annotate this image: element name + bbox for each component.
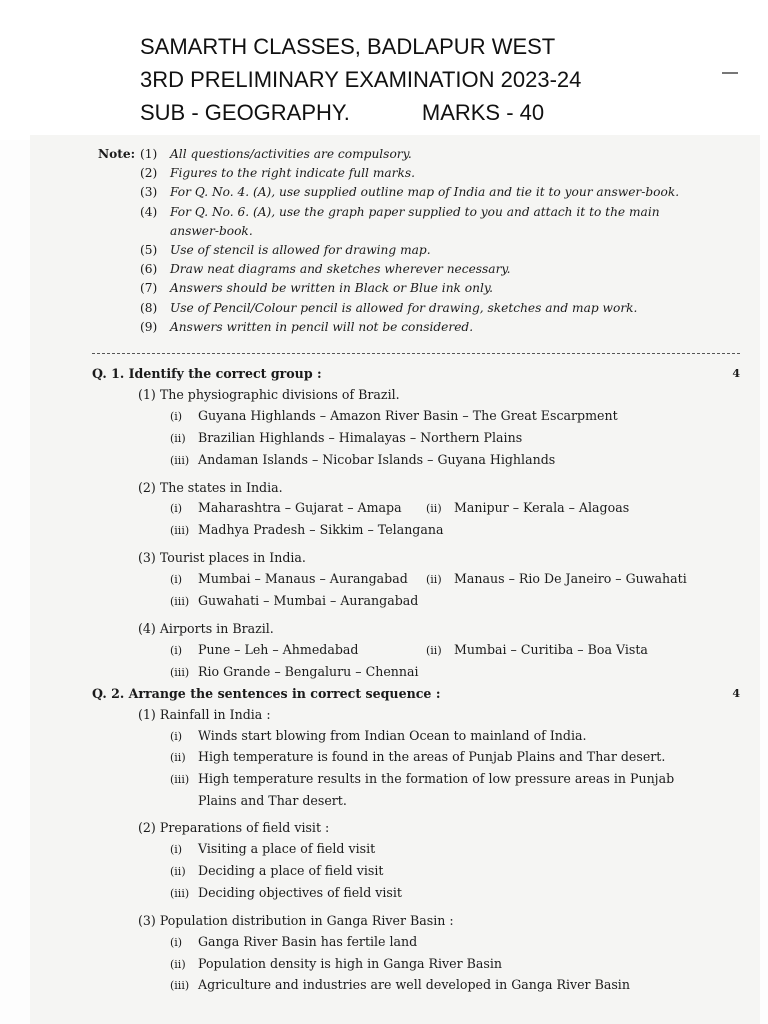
- option: (iii) High temperature results in the formation of low pressure areas in Punjab: [170, 771, 675, 787]
- note-item: (8) Use of Pencil/Colour pencil is allowed for drawing, sketches and map work.: [140, 300, 638, 315]
- notes-label: Note:: [98, 147, 136, 161]
- option: (ii) Deciding a place of field visit: [170, 862, 384, 878]
- note-item: (9) Answers written in pencil will not be considered.: [140, 319, 474, 334]
- exam-title: 3RD PRELIMINARY EXAMINATION 2023-24: [140, 67, 582, 92]
- option: (iii) Rio Grande – Bengaluru – Chennai: [170, 663, 419, 679]
- option: (i) Guyana Highlands – Amazon River Basin – The Great Escarpment: [170, 407, 618, 423]
- option-row: (i) Mumbai – Manaus – Aurangabad (ii) Manaus – Rio De Janeiro – Guwahati: [170, 571, 687, 587]
- notes-section: [98, 145, 748, 337]
- note-item: (5) Use of stencil is allowed for drawing map.: [140, 243, 431, 258]
- question-1-heading: Q. 1. Identify the correct group : 4: [92, 364, 742, 385]
- q2-part-3: (3) Population distribution in Ganga River Basin :: [138, 912, 454, 928]
- q1-part-1: (1) The physiographic divisions of Brazil.: [138, 386, 400, 402]
- note-item: (4) For Q. No. 6. (A), use the graph paper supplied to you and attach it to the main: [140, 204, 660, 219]
- note-item: (7) Answers should be written in Black or Blue ink only.: [140, 281, 494, 296]
- option-row: (i) Pune – Leh – Ahmedabad (ii) Mumbai – Curitiba – Boa Vista: [170, 641, 648, 657]
- option: (i) Ganga River Basin has fertile land: [170, 933, 418, 949]
- option: (i) Winds start blowing from Indian Ocean to mainland of India.: [170, 727, 587, 743]
- note-item: (2) Figures to the right indicate full marks.: [140, 166, 415, 181]
- option: (iii) Andaman Islands – Nicobar Islands – Guyana Highlands: [170, 451, 556, 467]
- option: (ii) Brazilian Highlands – Himalayas – Northern Plains: [170, 429, 523, 445]
- subject: SUB - GEOGRAPHY.: [140, 100, 350, 125]
- option: (iii) Agriculture and industries are well developed in Ganga River Basin: [170, 977, 630, 993]
- q2-part-1: (1) Rainfall in India :: [138, 706, 271, 722]
- note-item: (3) For Q. No. 4. (A), use supplied outline map of India and tie it to your answer-book.: [140, 185, 680, 200]
- note-item-continuation: answer-book.: [170, 223, 253, 238]
- subject-marks-row: [140, 96, 581, 129]
- q1-part-2: (2) The states in India.: [138, 479, 283, 495]
- option: (i) Visiting a place of field visit: [170, 841, 376, 857]
- option: (ii) Population density is high in Ganga River Basin: [170, 955, 503, 971]
- q1-part-4: (4) Airports in Brazil.: [138, 620, 274, 636]
- q2-part-2: (2) Preparations of field visit :: [138, 820, 330, 836]
- option: (iii) Guwahati – Mumbai – Aurangabad: [170, 593, 419, 609]
- q1-part-3: (3) Tourist places in India.: [138, 550, 306, 566]
- exam-header: [140, 30, 581, 129]
- total-marks: MARKS - 40: [421, 100, 545, 125]
- question-marks: 4: [732, 367, 740, 380]
- option: (iii) Madhya Pradesh – Sikkim – Telangana: [170, 522, 444, 538]
- note-item: (1) All questions/activities are compulsory.: [140, 147, 412, 161]
- option: (ii) High temperature is found in the areas of Punjab Plains and Thar desert.: [170, 749, 666, 765]
- institute-name: SAMARTH CLASSES, BADLAPUR WEST: [140, 34, 556, 59]
- questions: [92, 364, 742, 997]
- option-continuation: Plains and Thar desert.: [198, 793, 347, 809]
- section-divider: [92, 353, 740, 354]
- option-row: (i) Maharashtra – Gujarat – Amapa (ii) Manipur – Kerala – Alagoas: [170, 500, 630, 516]
- question-2-heading: Q. 2. Arrange the sentences in correct sequence : 4: [92, 684, 742, 705]
- question-marks: 4: [732, 686, 740, 700]
- note-item: (6) Draw neat diagrams and sketches wherever necessary.: [140, 262, 511, 277]
- dash-mark: [722, 72, 738, 74]
- option: (iii) Deciding objectives of field visit: [170, 884, 402, 900]
